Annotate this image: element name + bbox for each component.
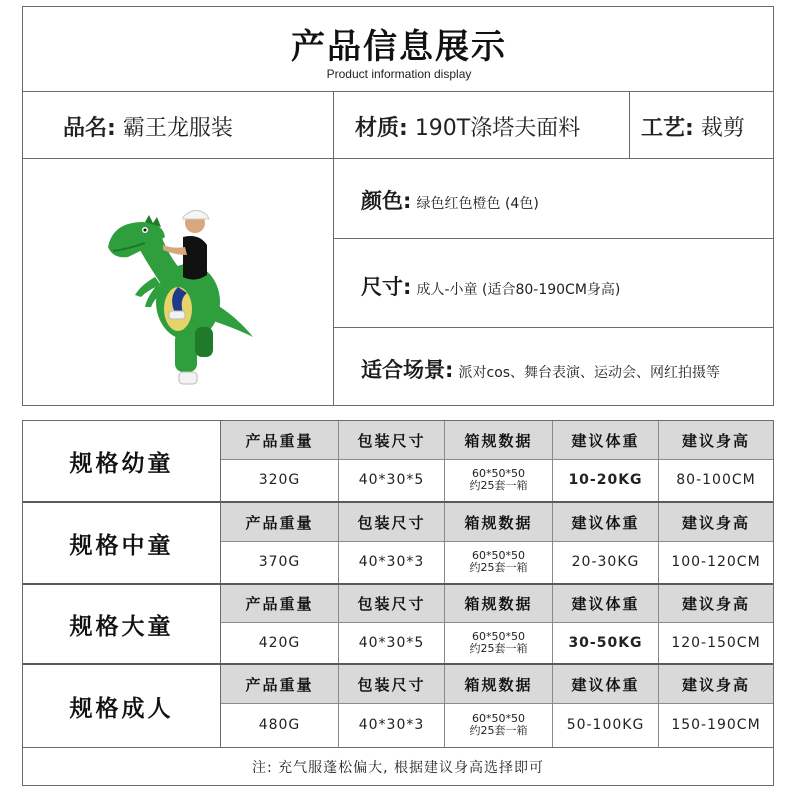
tier-label: 规格大童 xyxy=(23,585,221,663)
size-note: 注: 充气服蓬松偏大, 根据建议身高选择即可 xyxy=(23,747,773,785)
tier-big-child xyxy=(23,585,773,663)
header-box: 箱规数据 xyxy=(445,421,553,459)
divider xyxy=(23,91,773,92)
value-package: 40*30*3 xyxy=(339,703,445,747)
spec-value-row xyxy=(221,541,773,583)
value-weight: 480G xyxy=(221,703,339,747)
value-box xyxy=(445,703,553,747)
box-quantity: 约25套一箱 xyxy=(469,641,528,655)
scene-label: 适合场景: xyxy=(361,358,454,382)
value-weight: 320G xyxy=(221,459,339,501)
value-body-weight: 20-30KG xyxy=(553,541,659,583)
value-body-weight: 50-100KG xyxy=(553,703,659,747)
box-quantity: 约25套一箱 xyxy=(469,479,528,492)
header-body-weight: 建议体重 xyxy=(553,585,659,622)
size-value: 成人-小童 (适合80-190CM身高) xyxy=(416,282,621,298)
product-craft xyxy=(641,111,745,142)
divider xyxy=(333,238,773,239)
spec-table xyxy=(22,420,774,786)
craft-label: 工艺: xyxy=(641,116,694,141)
divider xyxy=(221,703,773,704)
color-row xyxy=(361,185,539,215)
value-box xyxy=(445,541,553,583)
page-title: 产品信息展示 xyxy=(291,27,507,67)
tier-label: 规格成人 xyxy=(23,665,221,747)
box-dimensions: 60*50*50 xyxy=(472,549,525,562)
divider xyxy=(629,91,630,158)
header-height: 建议身高 xyxy=(659,585,773,622)
craft-value: 裁剪 xyxy=(700,116,745,141)
product-name xyxy=(63,111,233,142)
header-body-weight: 建议体重 xyxy=(553,503,659,541)
box-quantity: 约25套一箱 xyxy=(469,724,528,737)
tier-toddler xyxy=(23,421,773,501)
header-box: 箱规数据 xyxy=(445,665,553,703)
scene-row xyxy=(361,354,720,384)
tier-child xyxy=(23,503,773,583)
box-dimensions: 60*50*50 xyxy=(472,629,525,643)
value-box xyxy=(445,622,553,663)
divider xyxy=(333,91,334,406)
value-weight: 370G xyxy=(221,541,339,583)
dinosaur-costume-photo xyxy=(83,167,283,397)
material-label: 材质: xyxy=(355,116,408,141)
box-quantity: 约25套一箱 xyxy=(469,561,528,574)
value-box xyxy=(445,459,553,501)
divider xyxy=(221,459,773,460)
value-body-weight: 30-50KG xyxy=(553,622,659,663)
page-subtitle: Product information display xyxy=(326,67,472,81)
product-material xyxy=(355,111,580,142)
box-dimensions: 60*50*50 xyxy=(472,712,525,725)
value-height: 100-120CM xyxy=(659,541,773,583)
value-package: 40*30*5 xyxy=(339,622,445,663)
product-name-label: 品名: xyxy=(63,116,116,141)
value-body-weight: 10-20KG xyxy=(553,459,659,501)
tier-adult xyxy=(23,665,773,747)
tier-label: 规格中童 xyxy=(23,503,221,583)
material-value: 190T涤塔夫面料 xyxy=(414,116,581,141)
header-height: 建议身高 xyxy=(659,421,773,459)
header-weight: 产品重量 xyxy=(221,421,339,459)
value-package: 40*30*3 xyxy=(339,541,445,583)
color-value: 绿色红色橙色 (4色) xyxy=(416,196,539,212)
scene-value: 派对cos、舞台表演、运动会、网红拍摄等 xyxy=(458,365,721,381)
spec-header-row xyxy=(221,421,773,459)
size-label: 尺寸: xyxy=(361,275,412,299)
value-height: 80-100CM xyxy=(659,459,773,501)
product-info-panel xyxy=(22,6,774,406)
header-package: 包装尺寸 xyxy=(339,665,445,703)
header-package: 包装尺寸 xyxy=(339,585,445,622)
header-body-weight: 建议体重 xyxy=(553,665,659,703)
header-package: 包装尺寸 xyxy=(339,421,445,459)
value-weight: 420G xyxy=(221,622,339,663)
header-weight: 产品重量 xyxy=(221,585,339,622)
value-package: 40*30*5 xyxy=(339,459,445,501)
header-box: 箱规数据 xyxy=(445,503,553,541)
divider xyxy=(221,541,773,542)
header-package: 包装尺寸 xyxy=(339,503,445,541)
header-weight: 产品重量 xyxy=(221,503,339,541)
size-row xyxy=(361,271,620,301)
header-height: 建议身高 xyxy=(659,665,773,703)
header-weight: 产品重量 xyxy=(221,665,339,703)
divider xyxy=(23,158,773,159)
value-height: 120-150CM xyxy=(659,622,773,663)
spec-value-row xyxy=(221,622,773,663)
header-body-weight: 建议体重 xyxy=(553,421,659,459)
spec-value-row xyxy=(221,459,773,501)
spec-header-row xyxy=(221,503,773,541)
divider xyxy=(333,327,773,328)
box-dimensions: 60*50*50 xyxy=(472,467,525,480)
divider xyxy=(221,622,773,623)
product-name-value: 霸王龙服装 xyxy=(122,116,233,141)
spec-value-row xyxy=(221,703,773,747)
header-box: 箱规数据 xyxy=(445,585,553,622)
spec-header-row xyxy=(221,665,773,703)
header-height: 建议身高 xyxy=(659,503,773,541)
tier-label: 规格幼童 xyxy=(23,421,221,501)
spec-header-row xyxy=(221,585,773,622)
value-height: 150-190CM xyxy=(659,703,773,747)
color-label: 颜色: xyxy=(361,189,412,213)
